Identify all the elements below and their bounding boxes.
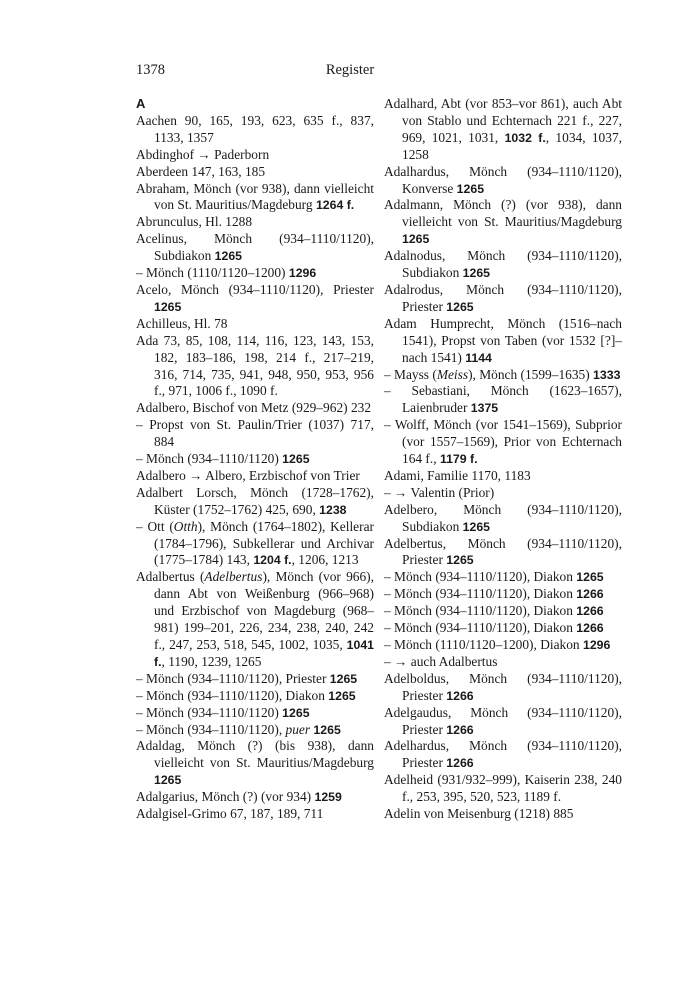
index-entry <box>136 231 374 265</box>
index-entry <box>384 772 622 806</box>
index-entry <box>136 147 374 164</box>
index-entry <box>384 367 622 384</box>
index-entry <box>384 637 622 654</box>
entry-text: – Mönch (934–1110/1120) <box>136 451 283 467</box>
entry-text: Adaldag, Mönch (?) (bis 938), dann vielleicht von St. Mauritius/Magdeburg <box>136 738 374 771</box>
entry-text: Adelboldus, Mönch (934–1110/1120), Priester <box>384 670 622 703</box>
entry-text: – Mönch (934–1110/1120), Diakon <box>384 586 577 602</box>
right-entries <box>384 96 622 823</box>
entry-page-ref-bold: 1144 <box>465 350 492 365</box>
index-entry <box>384 502 622 536</box>
index-entry <box>136 282 374 316</box>
entry-italic-text: Meiss <box>436 366 469 382</box>
index-entry <box>384 417 622 468</box>
entry-text: , 1206, 1213 <box>291 552 359 568</box>
entry-text: Adalgisel-Grimo 67, 187, 189, 711 <box>136 806 324 822</box>
entry-text: – Mönch (934–1110/1120) <box>136 704 283 720</box>
entry-page-ref-bold: 1296 <box>582 638 611 652</box>
entry-text: Adalbero, Bischof von Metz (929–962) 232 <box>136 400 372 416</box>
index-column-right <box>384 96 622 823</box>
entry-text: – Mönch (934–1110/1120), Priester <box>136 670 330 686</box>
entry-text: – Mönch (934–1110/1120), Diakon <box>384 603 577 619</box>
index-entry <box>384 316 622 367</box>
index-entry <box>136 265 374 282</box>
entry-page-ref-bold: 1259 <box>314 790 342 805</box>
entry-page-ref-bold: 1265 <box>329 671 358 686</box>
index-entry <box>136 113 374 147</box>
index-entry <box>136 468 374 485</box>
entry-page-ref-bold: 1265 <box>462 266 490 281</box>
index-entry <box>136 738 374 789</box>
index-entry <box>136 688 374 705</box>
entry-text: Acelinus, Mönch (934–1110/1120), Subdiakon <box>136 231 374 264</box>
entry-text: Adalnodus, Mönch (934–1110/1120), Subdiakon <box>384 248 622 281</box>
entry-page-ref-bold: 1265 <box>154 299 182 314</box>
index-entry <box>136 451 374 468</box>
entry-page-ref-bold: 1266 <box>446 688 474 703</box>
entry-italic-text: puer <box>285 721 311 737</box>
index-entry <box>384 248 622 282</box>
entry-text: Abrunculus, Hl. 1288 <box>136 214 253 230</box>
index-entry <box>384 671 622 705</box>
index-entry <box>384 620 622 637</box>
entry-page-ref-bold: 1266 <box>446 756 474 771</box>
entry-text: Adelheid (931/932–999), Kaiserin 238, 240 f., 253, 395, 520, 523, 1189 f. <box>384 772 622 805</box>
entry-text: – Propst von St. Paulin/Trier (1037) 717, 884 <box>136 417 374 450</box>
entry-page-ref-bold: 1375 <box>470 401 499 416</box>
entry-text: Aachen 90, 165, 193, 623, 635 f., 837, 1133, 1357 <box>136 112 374 145</box>
entry-page-ref-bold: 1265 <box>576 570 604 585</box>
entry-page-ref-bold: 1265 <box>456 181 485 196</box>
index-entry <box>136 181 374 215</box>
entry-text: Adalbertus ( <box>136 569 205 585</box>
entry-text: Adelgaudus, Mönch (934–1110/1120), Priester <box>384 704 622 737</box>
entry-text: Adelbertus, Mönch (934–1110/1120), Priester <box>384 535 622 568</box>
entry-page-ref-bold: 1266 <box>576 587 604 602</box>
index-entry <box>384 536 622 570</box>
entry-page-ref-bold: 1264 f. <box>315 198 355 213</box>
entry-page-ref-bold: 1266 <box>446 722 474 737</box>
index-entry <box>384 654 622 671</box>
entry-text: – Sebastiani, Mönch (1623–1657), Laienbruder <box>384 383 622 416</box>
entry-text: Adalhard, Abt (vor 853–vor 861), auch Abt von Stablo und Echternach 221 f., 227, 969, 1021, 1031, <box>384 96 622 145</box>
index-entry <box>384 485 622 502</box>
entry-text: – Mönch (934–1110/1120), Diakon <box>384 620 577 636</box>
index-entry <box>384 96 622 164</box>
left-entries <box>136 113 374 823</box>
index-entry <box>384 197 622 248</box>
entry-text: Adalrodus, Mönch (934–1110/1120), Priester <box>384 281 622 314</box>
index-entry <box>384 383 622 417</box>
index-entry <box>136 333 374 401</box>
index-entry <box>136 705 374 722</box>
entry-italic-text: Otth <box>173 518 198 534</box>
entry-page-ref-bold: 1266 <box>576 621 604 636</box>
entry-text: – → Valentin (Prior) <box>384 484 495 500</box>
entry-page-ref-bold: 1265 <box>282 705 310 720</box>
section-letter: A <box>136 96 146 111</box>
index-entry <box>136 485 374 519</box>
entry-text: ), Mönch (1599–1635) <box>468 366 594 382</box>
index-entry <box>384 738 622 772</box>
entry-page-ref-bold: 1265 <box>446 299 474 314</box>
index-entry <box>384 569 622 586</box>
entry-page-ref-bold: 1265 <box>282 452 310 467</box>
entry-page-ref-bold: 1179 f. <box>439 452 478 467</box>
entry-text: Adam Humprecht, Mönch (1516–nach 1541), Propst von Taben (vor 1532 [?]–nach 1541) <box>384 315 622 365</box>
index-entry <box>136 789 374 806</box>
index-entry <box>136 214 374 231</box>
entry-page-ref-bold: 1296 <box>288 266 317 281</box>
index-entry <box>384 705 622 739</box>
entry-text: – Mönch (934–1110/1120), Diakon <box>136 687 329 703</box>
index-entry <box>384 586 622 603</box>
entry-text: ), Mönch (vor 966), dann Abt von Weißenburg (966–968) und Erzbischof von Magdeburg (968–981) 199–201, 226, 234, 238, 240, 242 f., 247, 253, 518, 545, 1002, 1035, <box>154 569 374 652</box>
entry-text: Abdinghof → Paderborn <box>136 146 270 162</box>
entry-text: Adalbert Lorsch, Mönch (1728–1762), Küster (1752–1762) 425, 690, <box>136 484 374 517</box>
entry-text: – Mönch (1110/1120–1200) <box>136 265 289 281</box>
index-entry <box>136 316 374 333</box>
index-entry <box>136 164 374 181</box>
entry-page-ref-bold: 1265 <box>402 232 430 247</box>
entry-page-ref-bold: 1265 <box>313 722 341 737</box>
entry-text: Adalgarius, Mönch (?) (vor 934) <box>136 789 315 805</box>
index-entry <box>136 671 374 688</box>
index-column-left <box>136 96 374 823</box>
index-entry <box>384 806 622 823</box>
entry-text: – Ott ( <box>136 518 174 534</box>
entry-text: – Mönch (1110/1120–1200), Diakon <box>384 637 583 652</box>
entry-text: , 1034, 1037, 1258 <box>402 129 622 162</box>
index-entry <box>384 468 622 485</box>
entry-page-ref-bold: 1265 <box>154 773 182 788</box>
entry-text: – Mönch (934–1110/1120), <box>136 721 286 737</box>
entry-text: – Mayss ( <box>384 366 437 382</box>
entry-text: – → auch Adalbertus <box>384 653 498 669</box>
index-entry <box>136 417 374 451</box>
index-entry <box>136 519 374 570</box>
entry-text: – Mönch (934–1110/1120), Diakon <box>384 569 577 585</box>
index-entry <box>384 282 622 316</box>
index-entry <box>136 400 374 417</box>
entry-text: Adelhardus, Mönch (934–1110/1120), Priester <box>384 738 622 771</box>
index-entry <box>384 164 622 198</box>
entry-page-ref-bold: 1041 f. <box>154 638 374 669</box>
entry-page-ref-bold: 1204 f. <box>253 553 292 568</box>
entry-page-ref-bold: 1333 <box>593 367 621 382</box>
entry-page-ref-bold: 1266 <box>576 604 604 619</box>
running-head: Register <box>325 62 375 78</box>
entry-italic-text: Adelbertus <box>204 569 263 585</box>
entry-text: , 1190, 1239, 1265 <box>161 653 262 669</box>
index-entry <box>136 806 374 823</box>
entry-text: Aberdeen 147, 163, 185 <box>136 163 266 179</box>
entry-page-ref-bold: 1032 f. <box>504 130 546 145</box>
index-entry <box>136 722 374 739</box>
index-entry <box>384 603 622 620</box>
entry-text: ), Mönch (1764–1802), Kellerar (1784–1796), Subkellerar und Archivar (1775–1784) 143, <box>154 518 374 568</box>
entry-page-ref-bold: 1265 <box>214 249 242 264</box>
entry-page-ref-bold: 1265 <box>446 553 474 568</box>
entry-text: Adalmann, Mönch (?) (vor 938), dann vielleicht von St. Mauritius/Magdeburg <box>384 197 622 230</box>
entry-page-ref-bold: 1265 <box>462 519 490 534</box>
entry-text: – Wolff, Mönch (vor 1541–1569), Subprior (vor 1557–1569), Prior von Echternach 164 f., <box>384 417 622 467</box>
entry-page-ref-bold: 1238 <box>319 502 347 517</box>
entry-text: Achilleus, Hl. 78 <box>136 315 228 331</box>
page-number: 1378 <box>136 62 165 78</box>
index-entry <box>136 569 374 670</box>
entry-text: Adami, Familie 1170, 1183 <box>384 467 531 483</box>
entry-text: Ada 73, 85, 108, 114, 116, 123, 143, 153, 182, 183–186, 198, 214 f., 217–219, 316, 714, 735, 941, 948, 950, 953, 956 f., 971, 1006 f., 1090 f. <box>136 332 374 399</box>
entry-text: Adelbero, Mönch (934–1110/1120), Subdiakon <box>384 501 622 534</box>
entry-page-ref-bold: 1265 <box>328 688 356 703</box>
entry-text: Adalhardus, Mönch (934–1110/1120), Konverse <box>384 163 622 196</box>
entry-text: Adelin von Meisenburg (1218) 885 <box>384 806 574 822</box>
entry-text: Adalbero → Albero, Erzbischof von Trier <box>136 467 360 483</box>
entry-text: Abraham, Mönch (vor 938), dann vielleicht von St. Mauritius/Magdeburg <box>136 180 374 213</box>
entry-text: Acelo, Mönch (934–1110/1120), Priester <box>136 281 374 297</box>
